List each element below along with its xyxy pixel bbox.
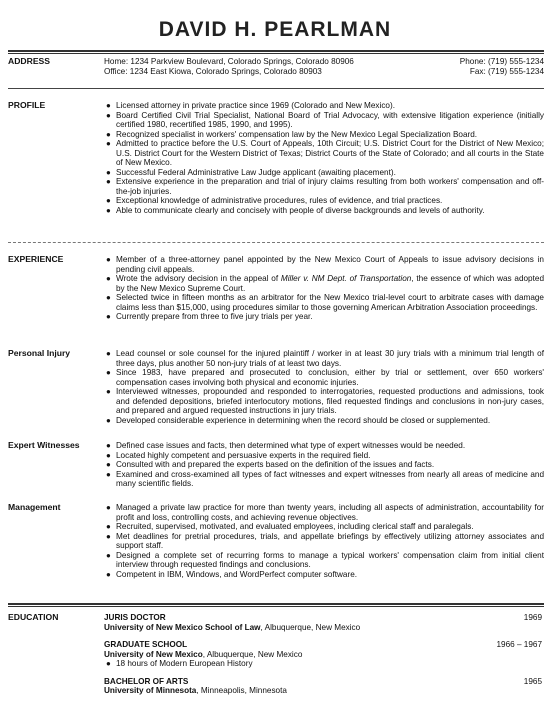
management-block <box>104 503 544 579</box>
school-name: University of Minnesota <box>104 686 197 696</box>
degree-title: BACHELOR OF ARTS <box>104 676 189 686</box>
degree-title: GRADUATE SCHOOL <box>104 640 188 650</box>
list-item: ● Currently prepare from three to five jury trials per year. <box>106 312 313 322</box>
profile-list <box>104 101 544 215</box>
section-rule <box>8 242 544 243</box>
expert-witnesses-list <box>104 441 544 489</box>
personal-injury-block <box>104 349 544 425</box>
list-item: ● Consulted with and prepared the experts based on the definition of the issues and facts. <box>106 460 435 470</box>
profile-block <box>104 101 544 215</box>
list-item: ● Exceptional knowledge of administrative procedures, rules of evidence, and trial practices. <box>106 196 443 206</box>
case-name: Miller v. NM Dept. of Transportation <box>280 274 412 284</box>
education-year: 1969 <box>523 613 542 622</box>
education-entry <box>104 677 544 696</box>
section-rule <box>8 88 544 89</box>
list-item: ● Licensed attorney in private practice since 1969 (Colorado and New Mexico). <box>106 101 395 110</box>
personal-injury-list <box>104 349 544 425</box>
list-item: ● Successful Federal Administrative Law Judge applicant (awaiting placement). <box>106 167 396 177</box>
list-item: ● Defined case issues and facts, then determined what type of expert witnesses would be needed. <box>106 441 466 450</box>
experience-label: EXPERIENCE <box>8 254 64 264</box>
school-name: University of New Mexico <box>104 649 203 659</box>
list-item: ● Wrote the advisory decision in the appeal of Miller v. NM Dept. of Transportation, the essence of which was adopted by the New Mexico Supreme Court. <box>106 274 544 293</box>
list-item: ● Recognized specialist in workers' compensation law by the New Mexico Legal Specialization Board. <box>106 129 478 139</box>
list-item: ● Extensive experience in the preparation and trial of injury claims resulting from both workers' compensation and off-the-job injuries. <box>106 177 544 196</box>
school-location: , Albuquerque, New Mexico <box>202 649 303 659</box>
list-item: ● Admitted to practice before the U.S. Court of Appeals, 10th Circuit; U.S. District Court for the District of New Mexico; U.S. District Court for the Western District of Texas; District Courts of the State of Colorado; and all courts in the State of New Mexico. <box>106 139 544 168</box>
school-location: , Minneapolis, Minnesota <box>196 686 287 696</box>
management-label: Management <box>8 502 61 512</box>
education-label: EDUCATION <box>8 612 59 622</box>
list-item: ● Competent in IBM, Windows, and WordPerfect computer software. <box>106 569 358 579</box>
list-item: ● Board Certified Civil Trial Specialist, National Board of Trial Advocacy, with extensive litigation experience (initially certified 1980, recertified 1985, 1990, and 1995). <box>106 110 544 130</box>
profile-label: PROFILE <box>8 100 46 110</box>
expert-witnesses-block <box>104 441 544 489</box>
list-item: ● Interviewed witnesses, propounded and responded to interrogatories, requested productions and admissions, took and defended depositions, briefed interlocutory motions, filed requested findings and conclusions in non-jury cases, and prepared and argued requested instructions in jury trials. <box>106 387 544 416</box>
list-item: ● Selected twice in fifteen months as an arbitrator for the New Mexico trial-level court to arbitrate cases with damage claims less than $15,000, using procedures similar to those governing American Arbitration Association proceedings. <box>106 293 544 312</box>
experience-block <box>104 255 544 322</box>
section-rule <box>8 603 544 605</box>
list-item: ● Examined and cross-examined all types of fact witnesses and expert witnesses from nearly all areas of medicine and many scientific fields. <box>106 469 544 489</box>
list-item: ● Since 1983, have prepared and prosecuted to conclusion, either by trial or settlement, over 650 workers' compensation cases involving both physical and economic injuries. <box>106 368 544 387</box>
resume-name: DAVID H. PEARLMAN <box>158 18 392 41</box>
list-item: ● Met deadlines for pretrial procedures, trials, and appellate briefings by effectively utilizing attorney associates and support staff. <box>106 531 544 551</box>
list-item: ● Managed a private law practice for more than twenty years, including all aspects of administration, accountability for profit and loss, controlling costs, and achieving revenue objectives. <box>106 503 544 522</box>
list-item: ● Lead counsel or sole counsel for the injured plaintiff / worker in at least 30 jury trials with a minimum trial length of three days, plus another 50 non-jury trials of at least two days. <box>106 349 544 368</box>
office-address: Office: 1234 East Kiowa, Colorado Springs, Colorado 80903 <box>104 66 322 76</box>
address-block <box>104 57 544 76</box>
header-rule <box>8 50 544 52</box>
home-address: Home: 1234 Parkview Boulevard, Colorado Springs, Colorado 80906 <box>104 57 354 66</box>
personal-injury-label: Personal Injury <box>8 348 71 358</box>
school-location: , Albuquerque, New Mexico <box>260 622 361 632</box>
list-item: ● Designed a complete set of recurring forms to manage a typical workers' compensation claim from initial client interview through requested findings and conclusions. <box>106 550 544 570</box>
list-item: ● Recruited, supervised, motivated, and evaluated employees, including clerical staff and paralegals. <box>106 522 474 532</box>
education-entry <box>104 640 544 669</box>
school-name: University of New Mexico School of Law <box>104 622 261 632</box>
list-item: ● Developed considerable experience in determining when the record should be closed or supplemented. <box>106 415 491 425</box>
education-entry <box>104 613 544 632</box>
list-item: ● Member of a three-attorney panel appointed by the New Mexico Court of Appeals to issue advisory decisions in pending civil appeals. <box>106 255 544 274</box>
expert-witnesses-label: Expert Witnesses <box>8 440 80 450</box>
phone-number: Phone: (719) 555-1234 <box>459 57 544 66</box>
degree-title: JURIS DOCTOR <box>104 613 166 622</box>
management-list <box>104 503 544 579</box>
education-year: 1966 – 1967 <box>496 640 542 650</box>
address-label: ADDRESS <box>8 56 51 66</box>
fax-number: Fax: (719) 555-1234 <box>469 66 544 76</box>
list-item: ● Able to communicate clearly and concisely with people of diverse backgrounds and levels of authority. <box>106 205 485 215</box>
education-year: 1965 <box>523 676 542 686</box>
list-item: ● 18 hours of Modern European History <box>106 659 253 669</box>
list-item: ● Located highly competent and persuasive experts in the required field. <box>106 450 371 460</box>
education-block <box>104 613 544 696</box>
experience-list <box>104 255 544 322</box>
